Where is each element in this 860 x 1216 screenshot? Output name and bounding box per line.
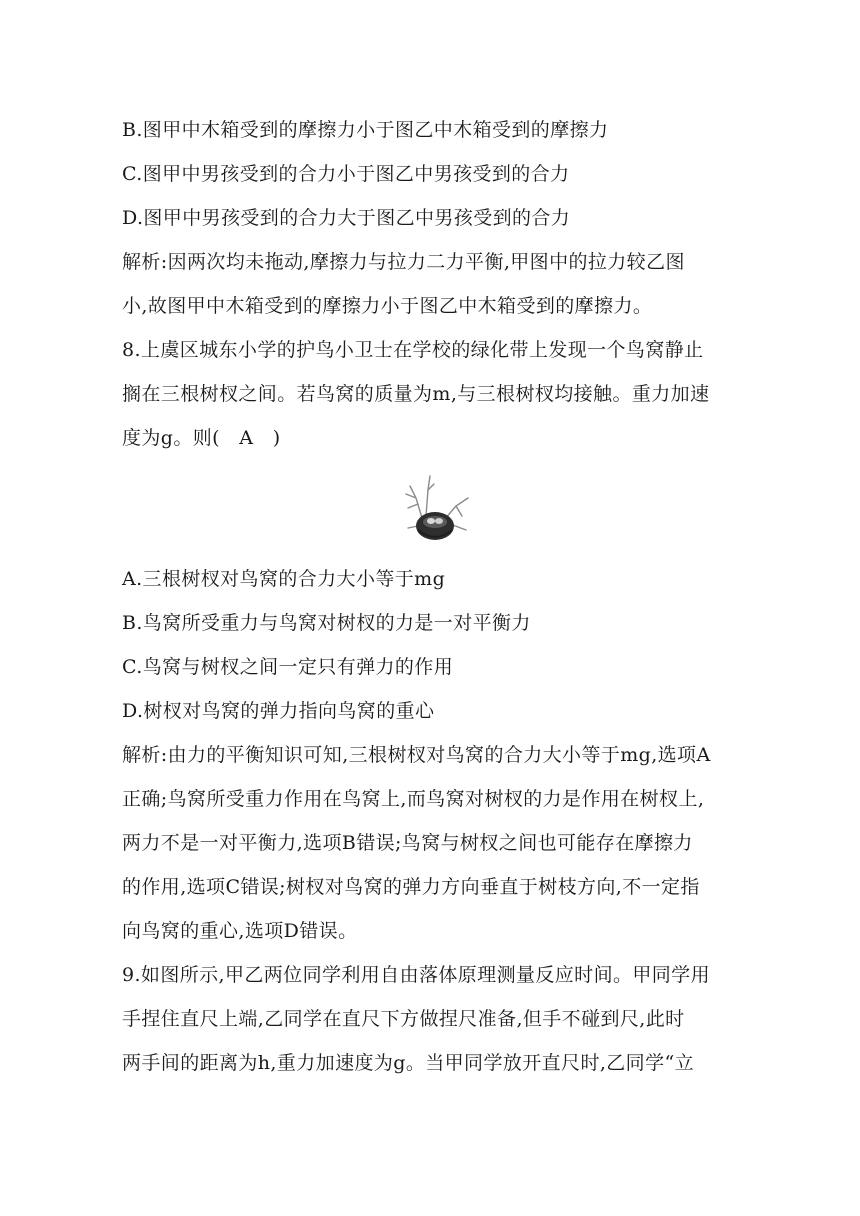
- q9-stem-line: 手捏住直尺上端,乙同学在直尺下方做捏尺准备,但手不碰到尺,此时: [122, 1008, 685, 1030]
- q8-analysis-line: 向鸟窝的重心,选项D错误。: [122, 920, 358, 942]
- q8-analysis-line: 解析:由力的平衡知识可知,三根树杈对鸟窝的合力大小等于mg,选项A: [122, 744, 711, 766]
- q8-stem-line: 搁在三根树杈之间。若鸟窝的质量为m,与三根树杈均接触。重力加速: [122, 383, 710, 405]
- q8-analysis-line: 的作用,选项C错误;树杈对鸟窝的弹力方向垂直于树枝方向,不一定指: [122, 876, 700, 898]
- q7-option-c: C.图甲中男孩受到的合力小于图乙中男孩受到的合力: [122, 163, 570, 185]
- q9-stem-line: 两手间的距离为h,重力加速度为g。当甲同学放开直尺时,乙同学“立: [122, 1052, 694, 1074]
- q8-option-b: B.鸟窝所受重力与鸟窝对树杈的力是一对平衡力: [122, 612, 531, 634]
- q8-stem-line: 度为g。则( A ): [122, 427, 281, 449]
- q7-option-b: B.图甲中木箱受到的摩擦力小于图乙中木箱受到的摩擦力: [122, 119, 609, 141]
- q7-option-d: D.图甲中男孩受到的合力大于图乙中男孩受到的合力: [122, 207, 571, 229]
- q8-stem-line: 8.上虞区城东小学的护鸟小卫士在学校的绿化带上发现一个鸟窝静止: [122, 339, 704, 361]
- q8-option-c: C.鸟窝与树杈之间一定只有弹力的作用: [122, 656, 454, 678]
- q9-stem-line: 9.如图所示,甲乙两位同学利用自由落体原理测量反应时间。甲同学用: [122, 964, 710, 986]
- q7-analysis-line: 解析:因两次均未拖动,摩擦力与拉力二力平衡,甲图中的拉力较乙图: [122, 251, 685, 273]
- q8-option-d: D.树杈对鸟窝的弹力指向鸟窝的重心: [122, 700, 435, 722]
- q8-analysis-line: 正确;鸟窝所受重力作用在鸟窝上,而鸟窝对树杈的力是作用在树杈上,: [122, 788, 705, 810]
- q8-analysis-line: 两力不是一对平衡力,选项B错误;鸟窝与树杈之间也可能存在摩擦力: [122, 832, 693, 854]
- q7-analysis-line: 小,故图甲中木箱受到的摩擦力小于图乙中木箱受到的摩擦力。: [122, 295, 653, 317]
- q8-option-a: A.三根树杈对鸟窝的合力大小等于mg: [122, 568, 446, 590]
- bird-nest-illustration: [388, 468, 478, 552]
